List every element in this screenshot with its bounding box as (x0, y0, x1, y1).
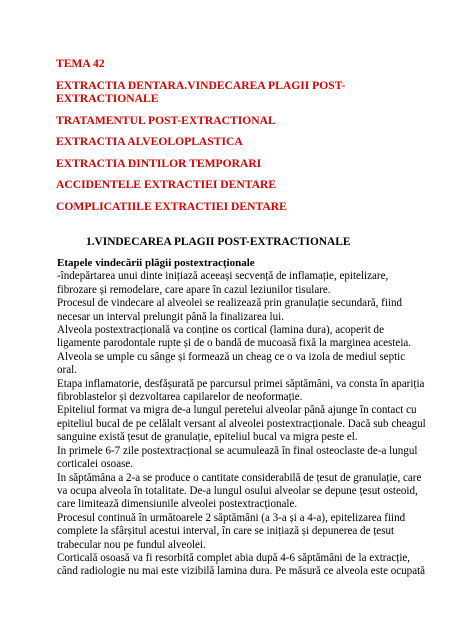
topic-title-alveoloplastica: EXTRACTIA ALVEOLOPLASTICA (56, 135, 243, 148)
topic-title-dintilor-temporari: EXTRACTIA DINTILOR TEMPORARI (56, 156, 262, 170)
body-line: sanguine există țesut de granulație, epiteliul bucal va migra peste el. (57, 431, 358, 444)
topic-number-heading: TEMA 42 (56, 57, 105, 70)
body-line: complete la sfârșitul acestui interval, în care se inițiază și depunerea de țesut (57, 525, 395, 538)
body-text (57, 257, 427, 579)
topic-title-list (56, 57, 436, 221)
body-line: care limitează dimensiunile alveolei postextracționale. (57, 498, 298, 511)
section-heading: 1.VINDECAREA PLAGII POST-EXTRACTIONALE (86, 236, 351, 248)
body-line: epiteliul bucal de pe celălalt versant al alveolei postextracționale. Dacă sub cheagul (57, 417, 426, 430)
body-line: Procesul continuă în următoarele 2 săptămâni (a 3-a și a 4-a), epitelizarea fiind (57, 511, 406, 524)
body-line: oral. (57, 364, 77, 377)
body-line: când radiologie nu mai este vizibilă lamina dura. Pe măsură ce alveola este ocupată (57, 565, 426, 578)
body-line: ligamente parodontale rupte și de o bandă de mucoasă fixă la marginea acesteia. (57, 337, 412, 350)
body-line: In săptămâna a 2-a se produce o cantitate considerabilă de țesut de granulație, care (57, 471, 422, 484)
body-line: -îndepărtarea unui dinte inițiază aceeași secvență de inflamație, epitelizare, (57, 270, 389, 283)
topic-title-extractia-dentara: EXTRACTIA DENTARA.VINDECAREA PLAGII POST-EXTRACTIONALE (56, 78, 346, 105)
subheading: Etapele vindecării plăgii postextracționale (57, 257, 255, 269)
body-line: fibroblastelor și dezvoltarea capilarelor de neoformație. (57, 391, 303, 404)
body-line: Corticală osoasă va fi resorbită complet abia după 4-6 săptămâni de la extracție, (57, 551, 411, 564)
body-line: corticalei osoase. (57, 458, 134, 471)
body-line: va ocupa alveola în totalitate. De-a lungul osului alveolar se depune țesut osteoid, (57, 484, 418, 497)
body-line: necesar un interval prelungit până la finalizarea lui. (57, 310, 284, 323)
body-line: Etapa inflamatorie, desfășurată pe parcursul primei săptămâni, va consta în apariția (57, 377, 425, 390)
body-line: Alveola se umple cu sânge și formează un cheag ce o va izola de mediul septic (57, 350, 406, 363)
body-line: In primele 6-7 zile postextracțional se acumulează în final osteoclaste de-a lungul (57, 444, 418, 457)
topic-title-tratamentul: TRATAMENTUL POST-EXTRACTIONAL (56, 113, 276, 127)
topic-title-accidentele: ACCIDENTELE EXTRACTIEI DENTARE (56, 178, 277, 191)
body-line: Procesul de vindecare al alveolei se realizează prin granulație secundară, fiind (57, 297, 403, 310)
topic-title-complicatiile: COMPLICATIILE EXTRACTIEI DENTARE (56, 199, 287, 213)
body-line: Epiteliul format va migra de-a lungul peretelui alveolar până ajunge în contact cu (57, 404, 417, 417)
body-line: fibrozare și remodelare, care apare în cazul leziunilor tisulare. (57, 283, 331, 296)
body-line: trabecular nou pe fundul alveolei. (57, 538, 206, 551)
body-line: Alveola postextracțională va conține os cortical (lamina dura), acoperit de (57, 324, 384, 337)
